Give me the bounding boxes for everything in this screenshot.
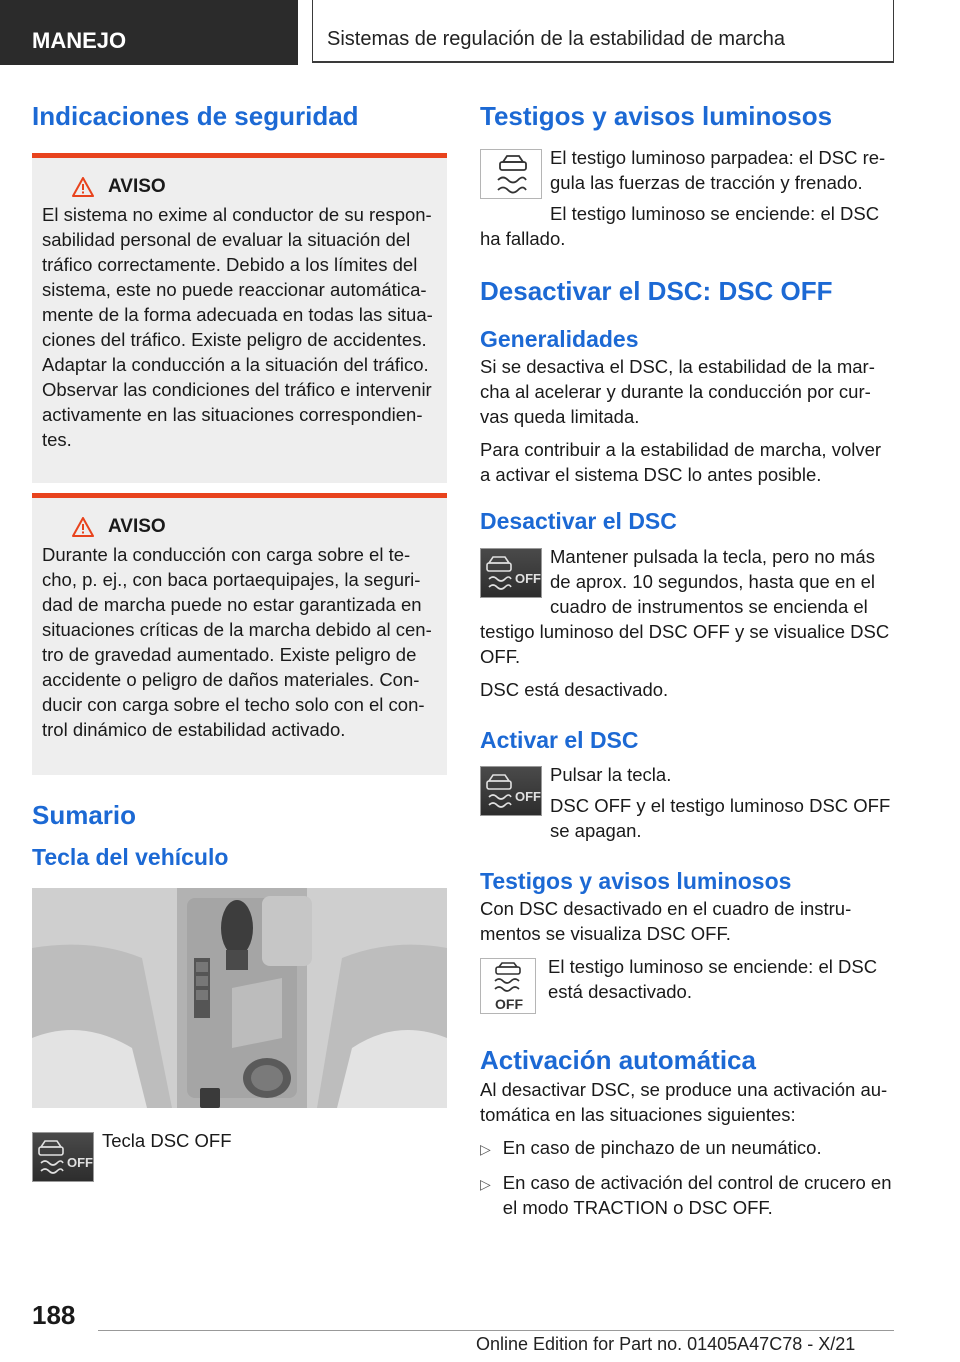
bullet-triangle-icon: ▷ bbox=[480, 1175, 491, 1192]
activate-heading: Activar el DSC bbox=[480, 726, 639, 753]
dsc-off-button-icon bbox=[480, 766, 542, 816]
warning-box-2 bbox=[32, 493, 447, 775]
warning-text: El sistema no exime al conductor de su respon-sabilidad personal de evaluar la situación del tráfico correctamente. Debido a los límites del sistema, este no puede reaccionar automática-mente de la forma adecuada en todas las situa-ciones del tráfico. Existe peligro de accidentes. Adaptar la conducción a la situación del tráfico. Observar las condiciones del tráfico e intervenir activamente en las situaciones correspondien-tes. bbox=[42, 203, 433, 450]
lights-heading: Testigos y avisos luminosos bbox=[480, 101, 833, 131]
general-p1: Si se desactiva el DSC, la estabilidad de la mar-cha al acelerar y durante la conducción por cur-vas queda limitada. bbox=[480, 355, 875, 427]
auto-heading: Activación automática bbox=[480, 1045, 756, 1075]
auto-p1: Al desactivar DSC, se produce una activación au-tomática en las situaciones siguientes: bbox=[480, 1078, 888, 1125]
key-caption: Tecla DSC OFF bbox=[102, 1129, 232, 1151]
dsc-off-button-icon bbox=[32, 1132, 94, 1182]
lights2-p1: Con DSC desactivado en el cuadro de instru-mentos se visualiza DSC OFF. bbox=[480, 898, 852, 944]
general-heading: Generalidades bbox=[480, 326, 639, 352]
dsc-off-button-icon bbox=[480, 548, 542, 598]
left-column bbox=[32, 100, 447, 1186]
section-tab bbox=[0, 0, 298, 65]
warning-triangle-icon bbox=[72, 517, 94, 537]
bullet-triangle-icon: ▷ bbox=[480, 1140, 491, 1157]
activate-p1: Pulsar la tecla. bbox=[550, 764, 672, 786]
general-p2: Para contribuir a la estabilidad de marcha, volver a activar el sistema DSC lo antes posible. bbox=[480, 438, 882, 485]
warning-text: Durante la conducción con carga sobre el te-cho, p. ej., con baca portaequipajes, la seguri-dad de marcha puede no estar garantizada en situaciones críticas de la marcha debido al cen-tro de gravedad aumentado. Existe peligro de accidente o peligro de daños materiales. Con-ducir con carga sobre el techo solo con el con-trol dinámico de estabilidad activado. bbox=[42, 543, 432, 740]
dsc-off-indicator-icon bbox=[480, 958, 536, 1014]
deactivate-heading: Desactivar el DSC: DSC OFF bbox=[480, 275, 833, 306]
lights2-heading: Testigos y avisos luminosos bbox=[480, 868, 792, 895]
warning-box-1 bbox=[32, 153, 447, 483]
deact-dsc-p2: DSC está desactivado. bbox=[480, 678, 669, 700]
svg-text:OFF: OFF bbox=[515, 789, 541, 805]
chapter-header bbox=[312, 0, 894, 63]
summary-heading: Sumario bbox=[32, 799, 137, 830]
section-title: MANEJO bbox=[32, 28, 127, 53]
edition-note: Online Edition for Part no. 01405A47C78 - X/21 bbox=[476, 1334, 856, 1354]
right-column bbox=[480, 100, 895, 1220]
footer-divider bbox=[98, 1330, 894, 1331]
lights-p1: El testigo luminoso parpadea: el DSC re-gula las fuerzas de tracción y frenado. bbox=[550, 146, 886, 193]
vehicle-key-heading: Tecla del vehículo bbox=[32, 844, 229, 870]
chapter-title: Sistemas de regulación de la estabilidad de marcha bbox=[327, 28, 786, 50]
center-console-illustration bbox=[32, 888, 447, 1108]
dsc-indicator-icon bbox=[480, 149, 542, 199]
svg-text:OFF: OFF bbox=[515, 570, 541, 586]
deact-dsc-heading: Desactivar el DSC bbox=[480, 507, 677, 534]
warning-triangle-icon bbox=[72, 177, 94, 197]
key-caption-row bbox=[32, 1128, 447, 1186]
lights2-p2: El testigo luminoso se enciende: el DSC está desactivado. bbox=[548, 956, 878, 1002]
list-item: ▷ En caso de pinchazo de un neumático. bbox=[480, 1135, 895, 1162]
svg-text:OFF: OFF bbox=[67, 1154, 93, 1170]
deact-dsc-p1: Mantener pulsada la tecla, pero no más de aprox. 10 segundos, hasta que en el cuadro de instrumentos se encienda el testigo luminoso del DSC OFF y se visualice DSC OFF. bbox=[480, 545, 890, 667]
auto-bullet-list bbox=[480, 1135, 895, 1220]
svg-text:OFF: OFF bbox=[495, 996, 523, 1012]
activate-p2: DSC OFF y el testigo luminoso DSC OFF se apagan. bbox=[550, 795, 891, 842]
safety-heading: Indicaciones de seguridad bbox=[32, 101, 359, 131]
list-item: ▷ En caso de activación del control de crucero en el modo TRACTION o DSC OFF. bbox=[480, 1171, 892, 1218]
center-console-photo bbox=[32, 888, 447, 1108]
lights-p2: El testigo luminoso se enciende: el DSC ha fallado. bbox=[480, 202, 880, 249]
warning-label: AVISO bbox=[108, 175, 166, 197]
warning-label: AVISO bbox=[108, 515, 166, 537]
page-number: 188 bbox=[32, 1300, 76, 1330]
